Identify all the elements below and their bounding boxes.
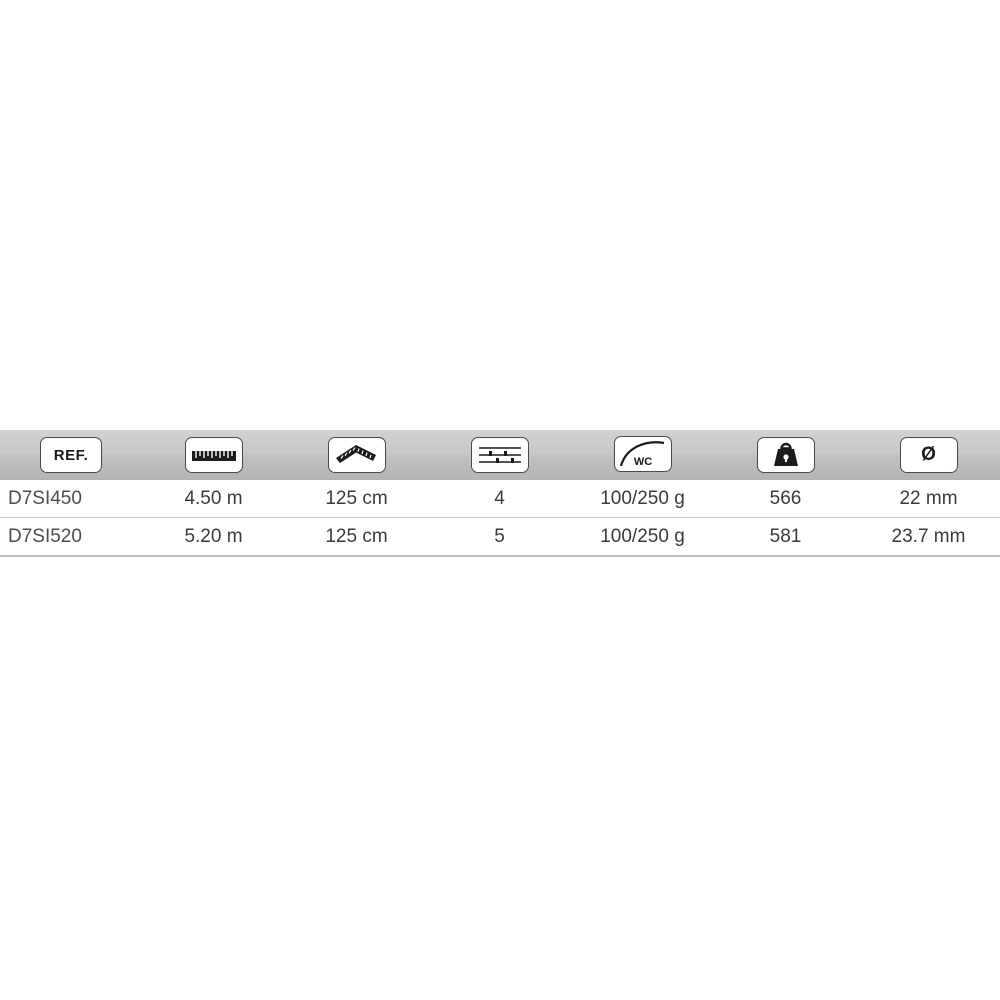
diameter-icon-chip bbox=[900, 437, 958, 473]
cell-transport: 125 cm bbox=[285, 480, 428, 518]
header-cell-diameter bbox=[857, 430, 1000, 480]
wc-text: WC bbox=[633, 456, 652, 468]
cell-transport: 125 cm bbox=[285, 518, 428, 557]
cell-weight: 566 bbox=[714, 480, 857, 518]
table-header-row bbox=[0, 430, 1000, 480]
sections-icon-chip bbox=[471, 437, 529, 473]
diameter-icon: Ø bbox=[921, 444, 936, 465]
weight-icon bbox=[770, 441, 802, 469]
weight-icon-chip bbox=[757, 437, 815, 473]
cell-ref: D7SI520 bbox=[0, 518, 142, 557]
cell-sections: 5 bbox=[428, 518, 571, 557]
header-cell-sections bbox=[428, 430, 571, 480]
cell-diameter: 22 mm bbox=[857, 480, 1000, 518]
header-cell-transport-length bbox=[285, 430, 428, 480]
specifications-table bbox=[0, 430, 1000, 557]
ref-label: REF. bbox=[53, 446, 89, 464]
cell-length: 4.50 m bbox=[142, 480, 285, 518]
table-row bbox=[0, 480, 1000, 518]
cell-casting: 100/250 g bbox=[571, 480, 714, 518]
cell-length: 5.20 m bbox=[142, 518, 285, 557]
header-cell-length bbox=[142, 430, 285, 480]
cell-casting: 100/250 g bbox=[571, 518, 714, 557]
header-cell-ref bbox=[0, 430, 142, 480]
folded-tape-icon bbox=[334, 442, 380, 468]
cell-weight: 581 bbox=[714, 518, 857, 557]
ruler-icon bbox=[191, 446, 237, 464]
ruler-icon-chip bbox=[185, 437, 243, 473]
ref-label-chip bbox=[40, 437, 102, 473]
header-cell-casting-weight bbox=[571, 430, 714, 480]
casting-curve-wc-icon bbox=[618, 439, 668, 469]
cell-diameter: 23.7 mm bbox=[857, 518, 1000, 557]
folded-tape-icon-chip bbox=[328, 437, 386, 473]
cell-ref: D7SI450 bbox=[0, 480, 142, 518]
sections-icon bbox=[477, 443, 523, 467]
table-row bbox=[0, 518, 1000, 557]
casting-curve-wc-icon-chip bbox=[614, 436, 672, 472]
cell-sections: 4 bbox=[428, 480, 571, 518]
header-cell-weight bbox=[714, 430, 857, 480]
